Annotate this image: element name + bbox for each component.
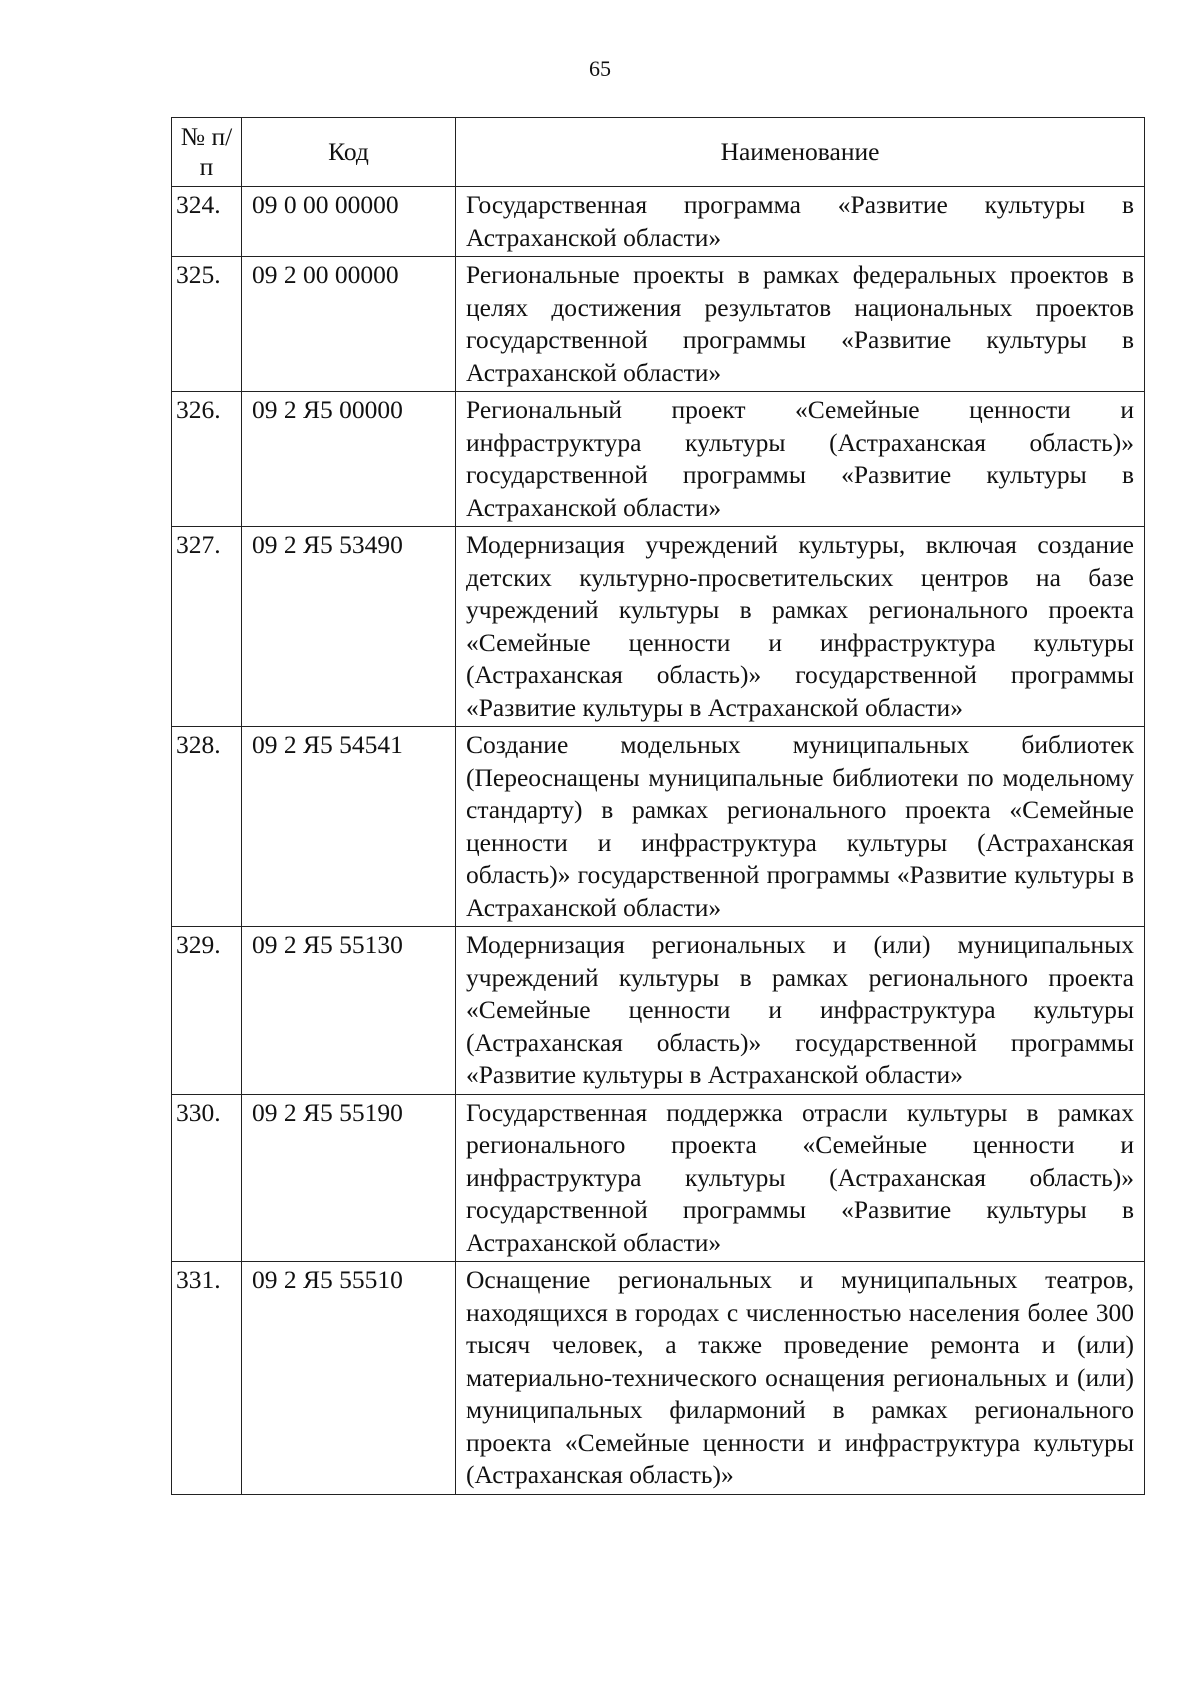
row-num: 325.: [172, 257, 242, 392]
row-name: Региональный проект «Семейные ценности и инфраструктура культуры (Астраханская область)» государственной программы «Развитие культуры в Астраханской области»: [456, 392, 1145, 527]
row-num: 327.: [172, 527, 242, 727]
row-code: 09 2 Я5 55190: [242, 1094, 456, 1262]
row-code: 09 2 Я5 55510: [242, 1262, 456, 1495]
row-code: 09 2 Я5 53490: [242, 527, 456, 727]
row-num: 328.: [172, 727, 242, 927]
row-name: Оснащение региональных и муниципальных театров, находящихся в городах с численностью населения более 300 тысяч человек, а также проведение ремонта и (или) материально-технического оснащения региональных и (или) муниципальных филармоний в рамках регионального проекта «Семейные ценности и инфраструктура культуры (Астраханская область)»: [456, 1262, 1145, 1495]
table-row: [172, 187, 1145, 257]
row-code: 09 2 Я5 55130: [242, 927, 456, 1095]
row-name: Государственная программа «Развитие культуры в Астраханской области»: [456, 187, 1145, 257]
row-name: Государственная поддержка отрасли культуры в рамках регионального проекта «Семейные ценности и инфраструктура культуры (Астраханская область)» государственной программы «Развитие культуры в Астраханской области»: [456, 1094, 1145, 1262]
table-row: [172, 927, 1145, 1095]
table-header-row: [172, 118, 1145, 187]
header-num: № п/п: [172, 118, 242, 187]
row-num: 330.: [172, 1094, 242, 1262]
table-row: [172, 392, 1145, 527]
table-row: [172, 727, 1145, 927]
row-code: 09 2 Я5 00000: [242, 392, 456, 527]
row-name: Региональные проекты в рамках федеральных проектов в целях достижения результатов национальных проектов государственной программы «Развитие культуры в Астраханской области»: [456, 257, 1145, 392]
table-row: [172, 1094, 1145, 1262]
header-name: Наименование: [456, 118, 1145, 187]
row-num: 326.: [172, 392, 242, 527]
header-code: Код: [242, 118, 456, 187]
row-num: 329.: [172, 927, 242, 1095]
row-num: 324.: [172, 187, 242, 257]
page-number: 65: [589, 56, 611, 81]
table-row: [172, 1262, 1145, 1495]
row-code: 09 2 00 00000: [242, 257, 456, 392]
row-name: Модернизация региональных и (или) муниципальных учреждений культуры в рамках регионального проекта «Семейные ценности и инфраструктура культуры (Астраханская область)» государственной программы «Развитие культуры в Астраханской области»: [456, 927, 1145, 1095]
table-row: [172, 527, 1145, 727]
row-code: 09 0 00 00000: [242, 187, 456, 257]
row-name: Создание модельных муниципальных библиотек (Переоснащены муниципальные библиотеки по модельному стандарту) в рамках регионального проекта «Семейные ценности и инфраструктура культуры (Астраханская область)» государственной программы «Развитие культуры в Астраханской области»: [456, 727, 1145, 927]
row-code: 09 2 Я5 54541: [242, 727, 456, 927]
table-row: [172, 257, 1145, 392]
classification-table: [171, 117, 1145, 1495]
row-name: Модернизация учреждений культуры, включая создание детских культурно-просветительских центров на базе учреждений культуры в рамках регионального проекта «Семейные ценности и инфраструктура культуры (Астраханская область)» государственной программы «Развитие культуры в Астраханской области»: [456, 527, 1145, 727]
row-num: 331.: [172, 1262, 242, 1495]
